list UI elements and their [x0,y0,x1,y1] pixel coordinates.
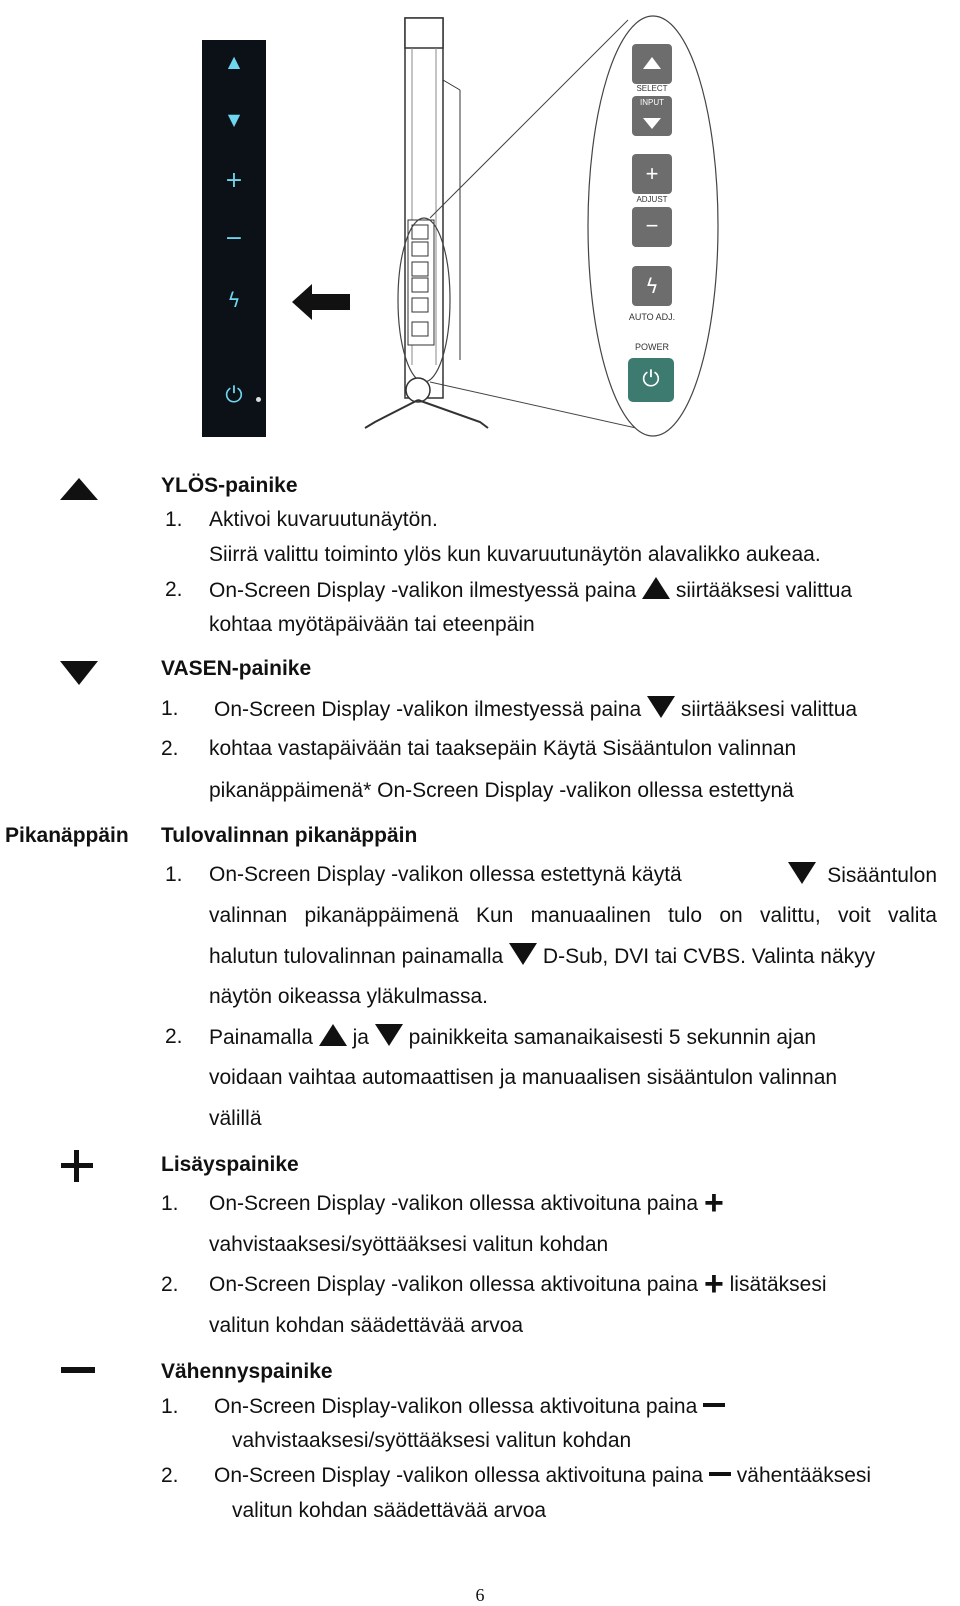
list-item-text [209,1184,724,1222]
minus-icon: − [224,226,244,251]
text-segment: On-Screen Display -valikon ilmestyessä paina [214,698,642,721]
text-segment: On-Screen Display-valikon ollessa aktivoituna paina [214,1395,698,1418]
triangle-up-icon: ▲ [227,52,241,71]
power-led [256,397,261,402]
list-item-text [209,1265,827,1303]
list-number: 1. [161,1395,179,1418]
text-segment: ja [352,1026,369,1049]
list-number: 2. [165,578,183,601]
text-segment: Sisääntulon [827,864,937,887]
zoom-auto-adj-label: AUTO ADJ. [628,312,676,322]
plus-icon: + [645,161,659,186]
arrow-left-icon [292,282,352,322]
list-item-text: vahvistaaksesi/syöttääksesi valitun kohdan [232,1429,632,1452]
triangle-down-icon [509,943,537,965]
minus-icon: − [645,213,659,238]
text-segment: halutun tulovalinnan painamalla [209,945,504,968]
zoom-up-button [632,44,672,84]
list-item-text [209,862,937,889]
zoom-select-label: SELECT [636,84,668,93]
text-segment: Painamalla [209,1026,313,1049]
up-section-title: YLÖS-painike [161,474,298,497]
list-item-text: välillä [209,1107,262,1130]
page-number: 6 [475,1585,485,1605]
plus-icon: + [224,168,244,193]
auto-adjust-icon: ϟ [645,274,659,298]
down-triangle-icon [60,661,98,685]
list-number: 2. [161,1464,179,1487]
list-number: 1. [161,1192,179,1215]
up-triangle-icon [60,478,98,500]
list-item-text [214,1394,725,1420]
list-item-text: voidaan vaihtaa automaattisen ja manuaalisen sisääntulon valinnan [209,1066,838,1089]
triangle-up-icon [319,1024,347,1046]
text-segment: D-Sub, DVI tai CVBS. Valinta näkyy [542,945,876,968]
auto-adjust-icon: ϟ [227,288,241,312]
zoom-power-button [628,358,674,402]
list-item-text [209,577,852,604]
zoom-minus-button [632,207,672,247]
plus-icon [61,1150,93,1182]
zoom-auto-adjust-button [632,266,672,306]
triangle-down-icon: ▼ [227,110,241,129]
list-number: 2. [161,1273,179,1296]
minus-section-title: Vähennyspainike [161,1360,333,1383]
triangle-down-icon [647,696,675,718]
text-segment: On-Screen Display -valikon ollessa estettynä käytä [209,863,682,886]
triangle-down-icon [643,118,661,129]
list-number: 1. [161,697,179,720]
zoom-plus-button [632,154,672,194]
list-number: 1. [165,508,183,531]
triangle-down-icon [375,1024,403,1046]
list-item-text: pikanäppäimenä* On-Screen Display -valikon ollessa estettynä [209,779,794,802]
minus-icon [61,1367,95,1373]
list-item-text: valinnan pikanäppäimenä Kun manuaalinen tulo on valittu, voit valita [209,904,937,927]
list-item-text: valitun kohdan säädettävää arvoa [209,1314,524,1337]
list-item-text [209,943,875,970]
text-segment: On-Screen Display -valikon ilmestyessä paina [209,579,637,602]
plus-icon: + [703,1184,724,1222]
monitor-side-view [360,10,750,440]
list-item-text: Siirrä valittu toiminto ylös kun kuvaruutunäytön alavalikko aukeaa. [209,543,821,566]
list-item-text [209,1024,816,1051]
list-item-text: valitun kohdan säädettävää arvoa [232,1499,547,1522]
zoom-input-label: INPUT [640,98,664,107]
list-item-text: vahvistaaksesi/syöttääksesi valitun kohdan [209,1233,609,1256]
button-panel-photo [202,40,266,437]
list-item-text [214,696,857,723]
list-item-text [214,1463,871,1489]
triangle-up-icon [642,577,670,599]
hotkey-section-title: Tulovalinnan pikanäppäin [161,824,418,847]
power-icon: ⏻ [225,383,243,408]
text-segment: On-Screen Display -valikon ollessa aktivoituna paina [214,1464,704,1487]
list-item-text: näytön oikeassa yläkulmassa. [209,985,488,1008]
zoom-power-label: POWER [634,342,669,352]
list-number: 1. [165,863,183,886]
text-segment: siirtääksesi valittua [675,579,853,602]
text-segment: vähentääksesi [736,1464,872,1487]
list-number: 2. [165,1025,183,1048]
zoom-down-button [632,96,672,136]
list-item-text: kohtaa vastapäivään tai taaksepäin Käytä Sisääntulon valinnan [209,737,797,760]
plus-icon: + [703,1265,724,1303]
list-number: 2. [161,737,179,760]
plus-section-title: Lisäyspainike [161,1153,299,1176]
text-segment: painikkeita samanaikaisesti 5 sekunnin ajan [408,1026,817,1049]
hotkey-side-label: Pikanäppäin [5,824,129,847]
left-section-title: VASEN-painike [161,657,312,680]
triangle-down-icon [788,862,816,884]
zoom-adjust-label: ADJUST [636,195,668,204]
list-item-text: kohtaa myötäpäivään tai eteenpäin [209,613,535,636]
triangle-up-icon [643,57,661,69]
text-segment: On-Screen Display -valikon ollessa aktivoituna paina [209,1273,699,1296]
text-segment: siirtääksesi valittua [680,698,858,721]
minus-icon [709,1472,731,1476]
list-item-text: Aktivoi kuvaruutunäytön. [209,508,438,531]
power-icon: ⏻ [642,367,660,392]
minus-icon [703,1403,725,1407]
text-segment: lisätäksesi [729,1273,827,1296]
text-segment: On-Screen Display -valikon ollessa aktivoituna paina [209,1192,699,1215]
